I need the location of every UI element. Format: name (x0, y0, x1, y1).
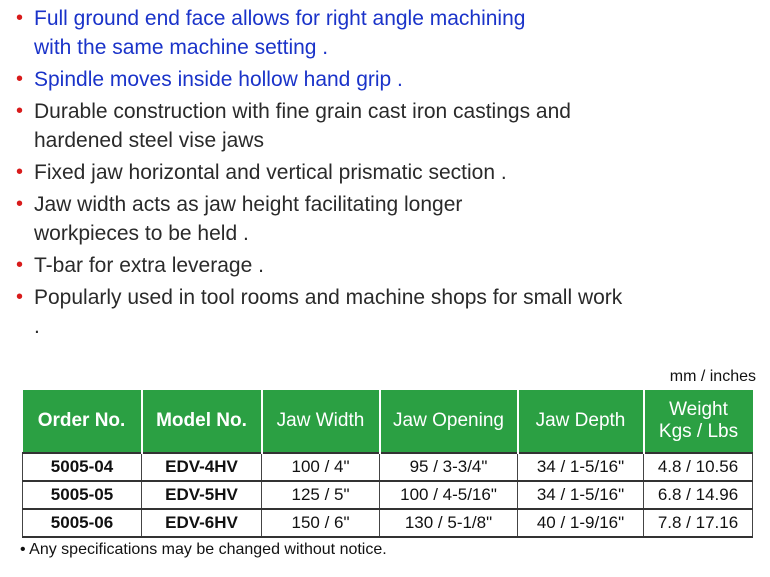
table-row (23, 453, 753, 481)
bullet-icon: • (16, 193, 24, 215)
header-weight-line1: Weight (669, 399, 728, 420)
cell-jaw-opening: 95 / 3-3/4" (380, 453, 518, 481)
header-order-no: Order No. (23, 390, 142, 453)
header-weight-line2: Kgs / Lbs (658, 421, 739, 442)
cell-model-no: EDV-6HV (142, 509, 262, 537)
cell-jaw-width: 100 / 4" (262, 453, 380, 481)
cell-jaw-width: 125 / 5" (262, 481, 380, 509)
bullet-icon: • (16, 100, 24, 122)
unit-label: mm / inches (669, 368, 756, 385)
cell-jaw-opening: 130 / 5-1/8" (380, 509, 518, 537)
bullet-icon: • (16, 286, 24, 308)
cell-model-no: EDV-5HV (142, 481, 262, 509)
feature-text: T-bar for extra leverage . (34, 254, 264, 277)
table-row (23, 481, 753, 509)
feature-text: Spindle moves inside hollow hand grip . (34, 68, 403, 91)
feature-item (14, 190, 554, 248)
cell-jaw-opening: 100 / 4-5/16" (380, 481, 518, 509)
feature-text: Full ground end face allows for right angle machining with the same machine setting . (34, 7, 526, 59)
cell-jaw-depth: 40 / 1-9/16" (518, 509, 644, 537)
cell-weight: 6.8 / 14.96 (644, 481, 753, 509)
table-header-row (23, 390, 753, 453)
feature-list (14, 4, 764, 344)
feature-item (14, 65, 764, 94)
header-model-no: Model No. (142, 390, 262, 453)
cell-order-no: 5005-04 (23, 453, 142, 481)
cell-jaw-depth: 34 / 1-5/16" (518, 453, 644, 481)
bullet-icon: • (16, 161, 24, 183)
feature-item (14, 251, 764, 280)
feature-text: Jaw width acts as jaw height facilitating longer workpieces to be held . (34, 193, 463, 245)
feature-item (14, 158, 764, 187)
feature-item (14, 97, 624, 155)
header-jaw-opening: Jaw Opening (380, 390, 518, 453)
cell-model-no: EDV-4HV (142, 453, 262, 481)
header-jaw-depth: Jaw Depth (518, 390, 644, 453)
cell-order-no: 5005-06 (23, 509, 142, 537)
header-weight (644, 390, 753, 453)
cell-weight: 4.8 / 10.56 (644, 453, 753, 481)
bullet-icon: • (16, 68, 24, 90)
table-row (23, 509, 753, 537)
feature-item (14, 4, 554, 62)
feature-text: Durable construction with fine grain cast iron castings and hardened steel vise jaws (34, 100, 571, 152)
feature-text: Popularly used in tool rooms and machine shops for small work . (34, 286, 623, 338)
spec-table (22, 390, 753, 538)
header-jaw-width: Jaw Width (262, 390, 380, 453)
cell-order-no: 5005-05 (23, 481, 142, 509)
cell-jaw-depth: 34 / 1-5/16" (518, 481, 644, 509)
bullet-icon: • (16, 7, 24, 29)
bullet-icon: • (16, 254, 24, 276)
disclaimer-note: • Any specifications may be changed without notice. (20, 541, 387, 558)
cell-jaw-width: 150 / 6" (262, 509, 380, 537)
feature-item (14, 283, 624, 341)
cell-weight: 7.8 / 17.16 (644, 509, 753, 537)
feature-text: Fixed jaw horizontal and vertical prismatic section . (34, 161, 507, 184)
